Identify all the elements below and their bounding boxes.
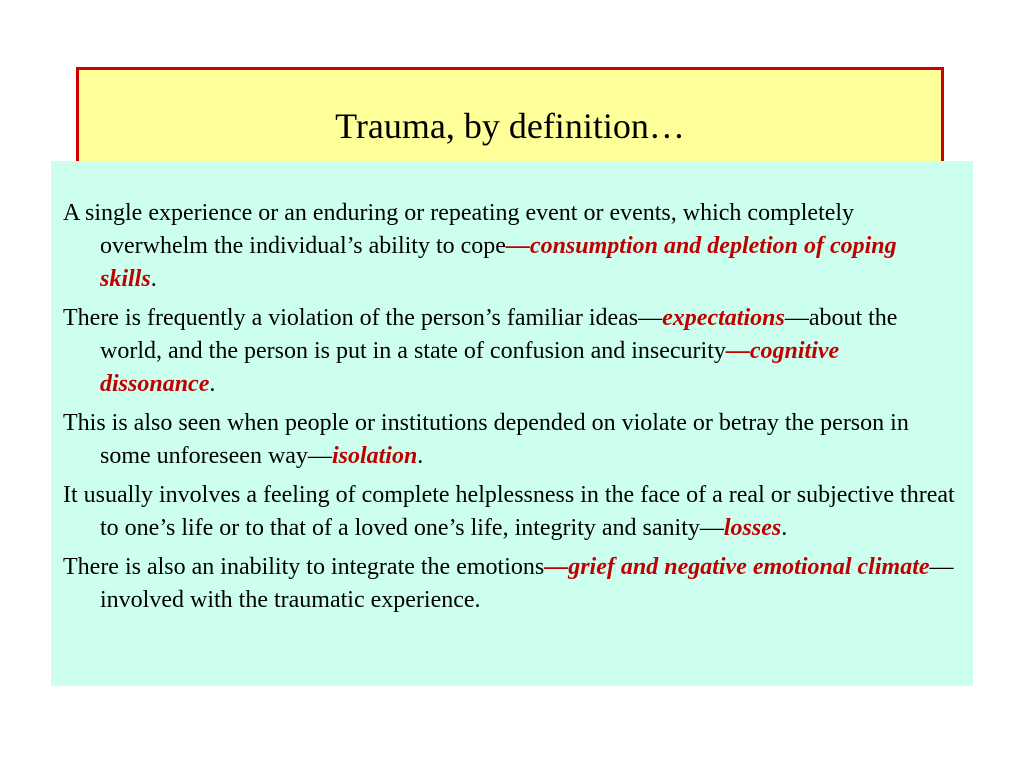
paragraph-2-text-2: —about the world, and the person is put in a state of confusion and insecurity: [100, 305, 898, 364]
paragraph-2-emphasis-1: expectations: [662, 305, 785, 331]
paragraph-3-text-2: .: [417, 443, 424, 469]
paragraph-5-emphasis-1: —grief and negative emotional climate: [544, 554, 930, 580]
paragraph-2-emphasis-2: —cognitive dissonance: [100, 338, 840, 397]
paragraph-1-emphasis-1: —consumption and depletion of coping skills: [100, 233, 897, 292]
paragraph-2-text-1: There is frequently a violation of the person’s familiar ideas—: [63, 305, 663, 331]
paragraph-4-emphasis-1: losses: [723, 515, 782, 541]
paragraph-5-text-1: There is also an inability to integrate the emotions: [63, 554, 545, 580]
content-box: [51, 161, 973, 686]
paragraph-3-text-1: This is also seen when people or institutions depended on violate or betray the person in some unforeseen way—: [63, 410, 909, 469]
paragraph-2: [63, 302, 959, 401]
paragraph-5: [63, 551, 959, 617]
paragraph-1-text-2: .: [150, 266, 157, 292]
paragraph-2-text-3: .: [209, 371, 216, 397]
paragraph-1: [63, 197, 959, 296]
slide-title: Trauma, by definition…: [335, 106, 685, 146]
paragraph-4-text-2: .: [781, 515, 788, 541]
paragraph-3: [63, 407, 959, 473]
paragraph-4-text-1: It usually involves a feeling of complete helplessness in the face of a real or subjective threat to one’s life or to that of a loved one’s life, integrity and sanity—: [63, 482, 955, 541]
paragraph-3-emphasis-1: isolation: [331, 443, 418, 469]
paragraph-1-text-1: A single experience or an enduring or repeating event or events, which completely overwhelm the individual’s ability to cope: [63, 200, 855, 259]
paragraph-4: [63, 479, 959, 545]
paragraph-5-text-2: —involved with the traumatic experience.: [100, 554, 954, 613]
